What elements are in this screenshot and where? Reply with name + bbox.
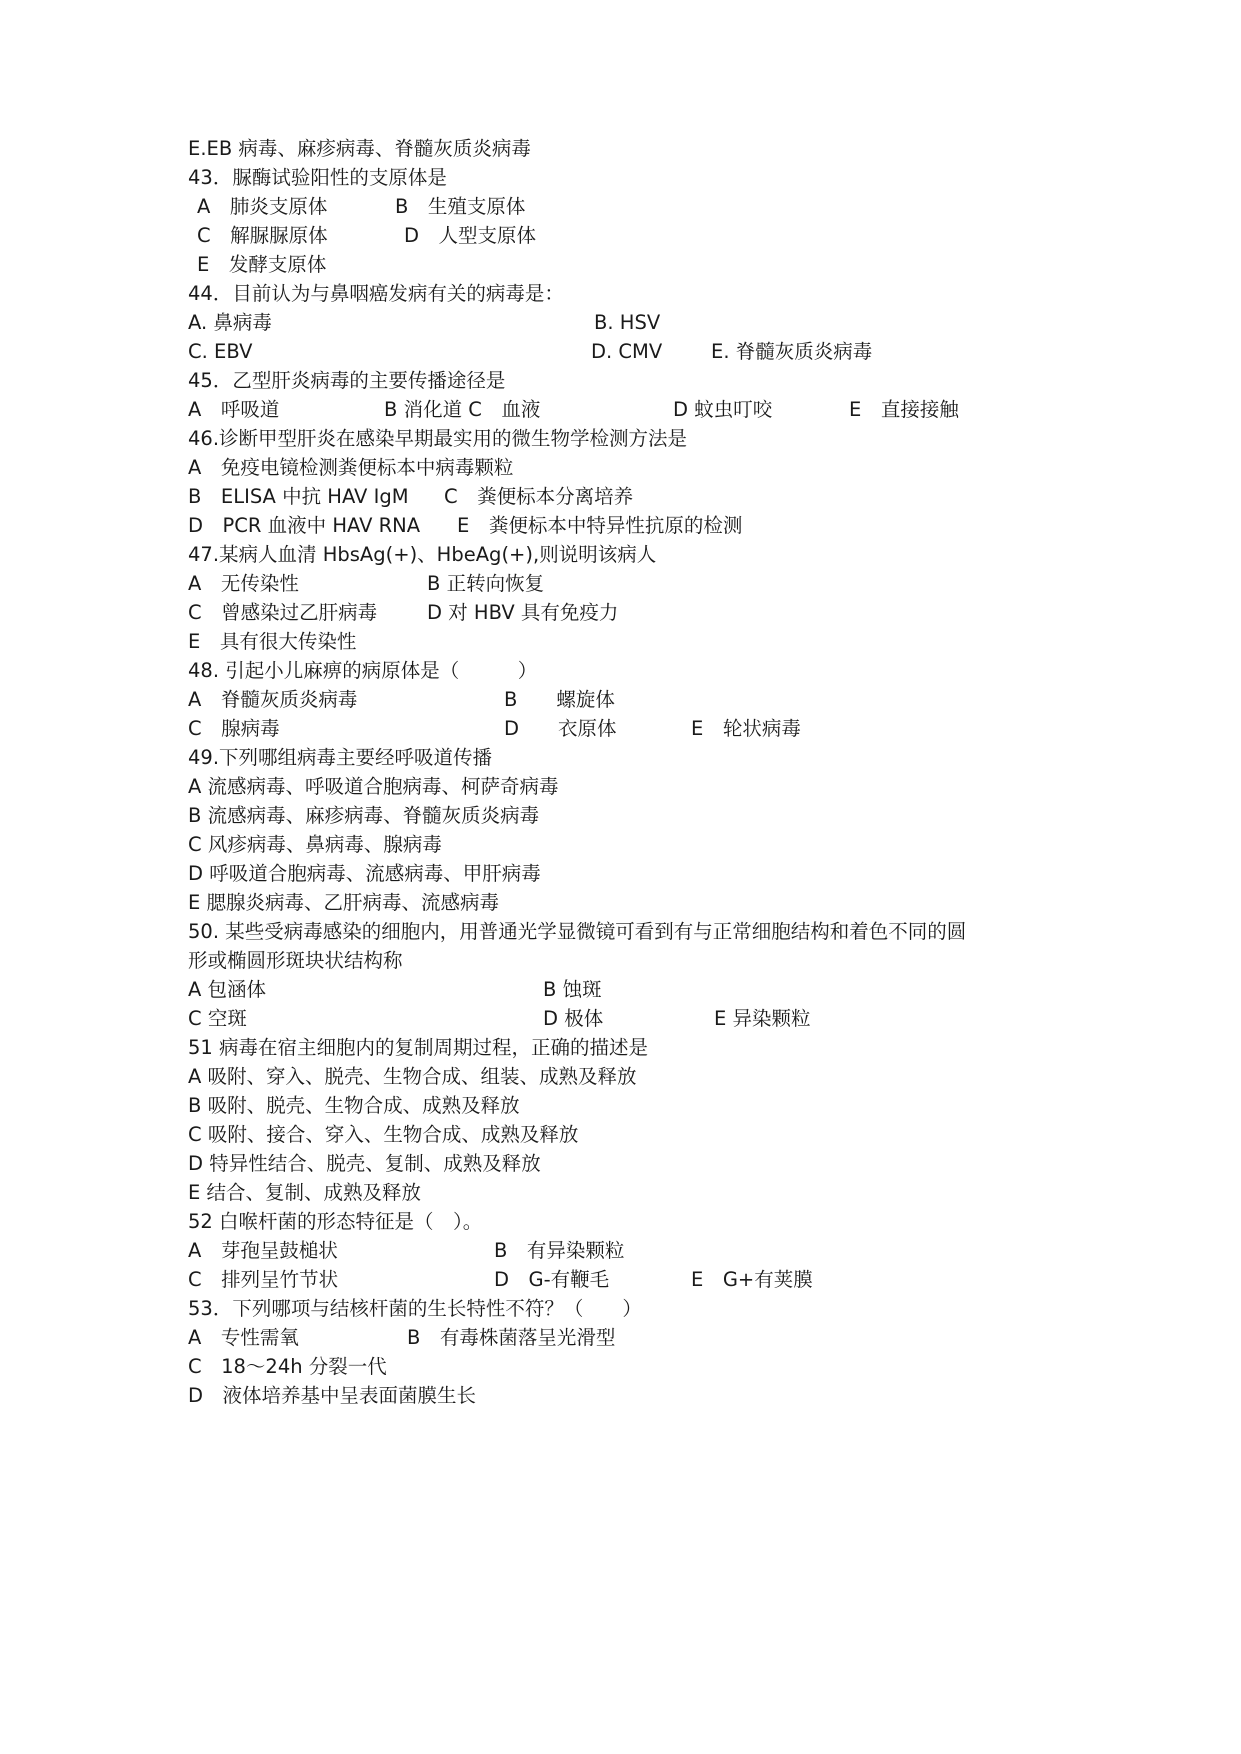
option-a: A 专性需氧 bbox=[188, 1326, 299, 1349]
option-a: A 肺炎支原体 bbox=[197, 195, 328, 218]
option-a: A 无传染性 bbox=[188, 572, 299, 595]
option-b: B 螺旋体 bbox=[504, 688, 615, 711]
option-a: A 芽孢呈鼓槌状 bbox=[188, 1239, 338, 1262]
option-a: A 免疫电镜检测粪便标本中病毒颗粒 bbox=[188, 456, 514, 479]
option-a: A 包涵体 bbox=[188, 978, 267, 1001]
option-c: C 腺病毒 bbox=[188, 717, 280, 740]
option-d: D 特异性结合、脱壳、复制、成熟及释放 bbox=[188, 1152, 541, 1175]
option-d: D. CMV bbox=[591, 340, 663, 363]
option-c: C 吸附、接合、穿入、生物合成、成熟及释放 bbox=[188, 1123, 579, 1146]
option-d: D 人型支原体 bbox=[404, 224, 537, 247]
option-c: C 排列呈竹节状 bbox=[188, 1268, 339, 1291]
question-49: 49.下列哪组病毒主要经呼吸道传播 bbox=[188, 746, 493, 769]
option-a: A 呼吸道 bbox=[188, 398, 280, 421]
option-c: C 18～24h 分裂一代 bbox=[188, 1355, 387, 1378]
option-line: E.EB 病毒、麻疹病毒、脊髓灰质炎病毒 bbox=[188, 137, 531, 160]
question-46: 46.诊断甲型肝炎在感染早期最实用的微生物学检测方法是 bbox=[188, 427, 688, 450]
option-b: B 蚀斑 bbox=[543, 978, 602, 1001]
option-c: C 风疹病毒、鼻病毒、腺病毒 bbox=[188, 833, 442, 856]
option-d: D 呼吸道合胞病毒、流感病毒、甲肝病毒 bbox=[188, 862, 541, 885]
option-d: D G-有鞭毛 bbox=[494, 1268, 610, 1291]
option-b: B 有异染颗粒 bbox=[494, 1239, 625, 1262]
question-53: 53．下列哪项与结核杆菌的生长特性不符？（ ） bbox=[188, 1297, 642, 1320]
option-b: B 流感病毒、麻疹病毒、脊髓灰质炎病毒 bbox=[188, 804, 540, 827]
option-e: E 具有很大传染性 bbox=[188, 630, 357, 653]
option-b: B. HSV bbox=[594, 311, 661, 334]
question-43: 43．脲酶试验阳性的支原体是 bbox=[188, 166, 447, 189]
option-b: B 正转向恢复 bbox=[427, 572, 545, 595]
option-b-c: B 消化道 C 血液 bbox=[384, 398, 541, 421]
option-b: B 吸附、脱壳、生物合成、成熟及释放 bbox=[188, 1094, 520, 1117]
question-47: 47.某病人血清 HbsAg(+)、HbeAg(+),则说明该病人 bbox=[188, 543, 657, 566]
option-d: D 极体 bbox=[543, 1007, 604, 1030]
option-a: A 吸附、穿入、脱壳、生物合成、组装、成熟及释放 bbox=[188, 1065, 637, 1088]
option-c: C 解脲脲原体 bbox=[197, 224, 328, 247]
option-a: A 流感病毒、呼吸道合胞病毒、柯萨奇病毒 bbox=[188, 775, 559, 798]
question-50-continued: 形或椭圆形斑块状结构称 bbox=[188, 949, 403, 972]
option-e: E. 脊髓灰质炎病毒 bbox=[711, 340, 873, 363]
option-c: C. EBV bbox=[188, 340, 253, 363]
option-e: E 发酵支原体 bbox=[197, 253, 327, 276]
option-c: C 粪便标本分离培养 bbox=[444, 485, 634, 508]
question-45: 45．乙型肝炎病毒的主要传播途径是 bbox=[188, 369, 506, 392]
question-50: 50. 某些受病毒感染的细胞内，用普通光学显微镜可看到有与正常细胞结构和着色不同的圆 bbox=[188, 920, 967, 943]
option-e: E 直接接触 bbox=[849, 398, 959, 421]
option-e: E G+有荚膜 bbox=[691, 1268, 813, 1291]
option-e: E 轮状病毒 bbox=[691, 717, 801, 740]
option-d: D PCR 血液中 HAV RNA bbox=[188, 514, 421, 537]
option-c: C 曾感染过乙肝病毒 bbox=[188, 601, 378, 624]
option-b: B 生殖支原体 bbox=[395, 195, 526, 218]
option-e: E 粪便标本中特异性抗原的检测 bbox=[457, 514, 743, 537]
question-48: 48. 引起小儿麻痹的病原体是（ ） bbox=[188, 659, 538, 682]
question-51: 51 病毒在宿主细胞内的复制周期过程，正确的描述是 bbox=[188, 1036, 649, 1059]
option-a: A. 鼻病毒 bbox=[188, 311, 272, 334]
option-e: E 结合、复制、成熟及释放 bbox=[188, 1181, 422, 1204]
option-d: D 衣原体 bbox=[504, 717, 617, 740]
option-e: E 腮腺炎病毒、乙肝病毒、流感病毒 bbox=[188, 891, 500, 914]
option-a: A 脊髓灰质炎病毒 bbox=[188, 688, 358, 711]
option-d: D 蚊虫叮咬 bbox=[673, 398, 773, 421]
option-d: D 液体培养基中呈表面菌膜生长 bbox=[188, 1384, 477, 1407]
option-c: C 空斑 bbox=[188, 1007, 247, 1030]
question-52: 52 白喉杆菌的形态特征是（ ）。 bbox=[188, 1210, 483, 1233]
option-b: B ELISA 中抗 HAV IgM bbox=[188, 485, 409, 508]
option-e: E 异染颗粒 bbox=[714, 1007, 811, 1030]
option-b: B 有毒株菌落呈光滑型 bbox=[407, 1326, 616, 1349]
question-44: 44．目前认为与鼻咽癌发病有关的病毒是： bbox=[188, 282, 564, 305]
option-d: D 对 HBV 具有免疫力 bbox=[427, 601, 619, 624]
